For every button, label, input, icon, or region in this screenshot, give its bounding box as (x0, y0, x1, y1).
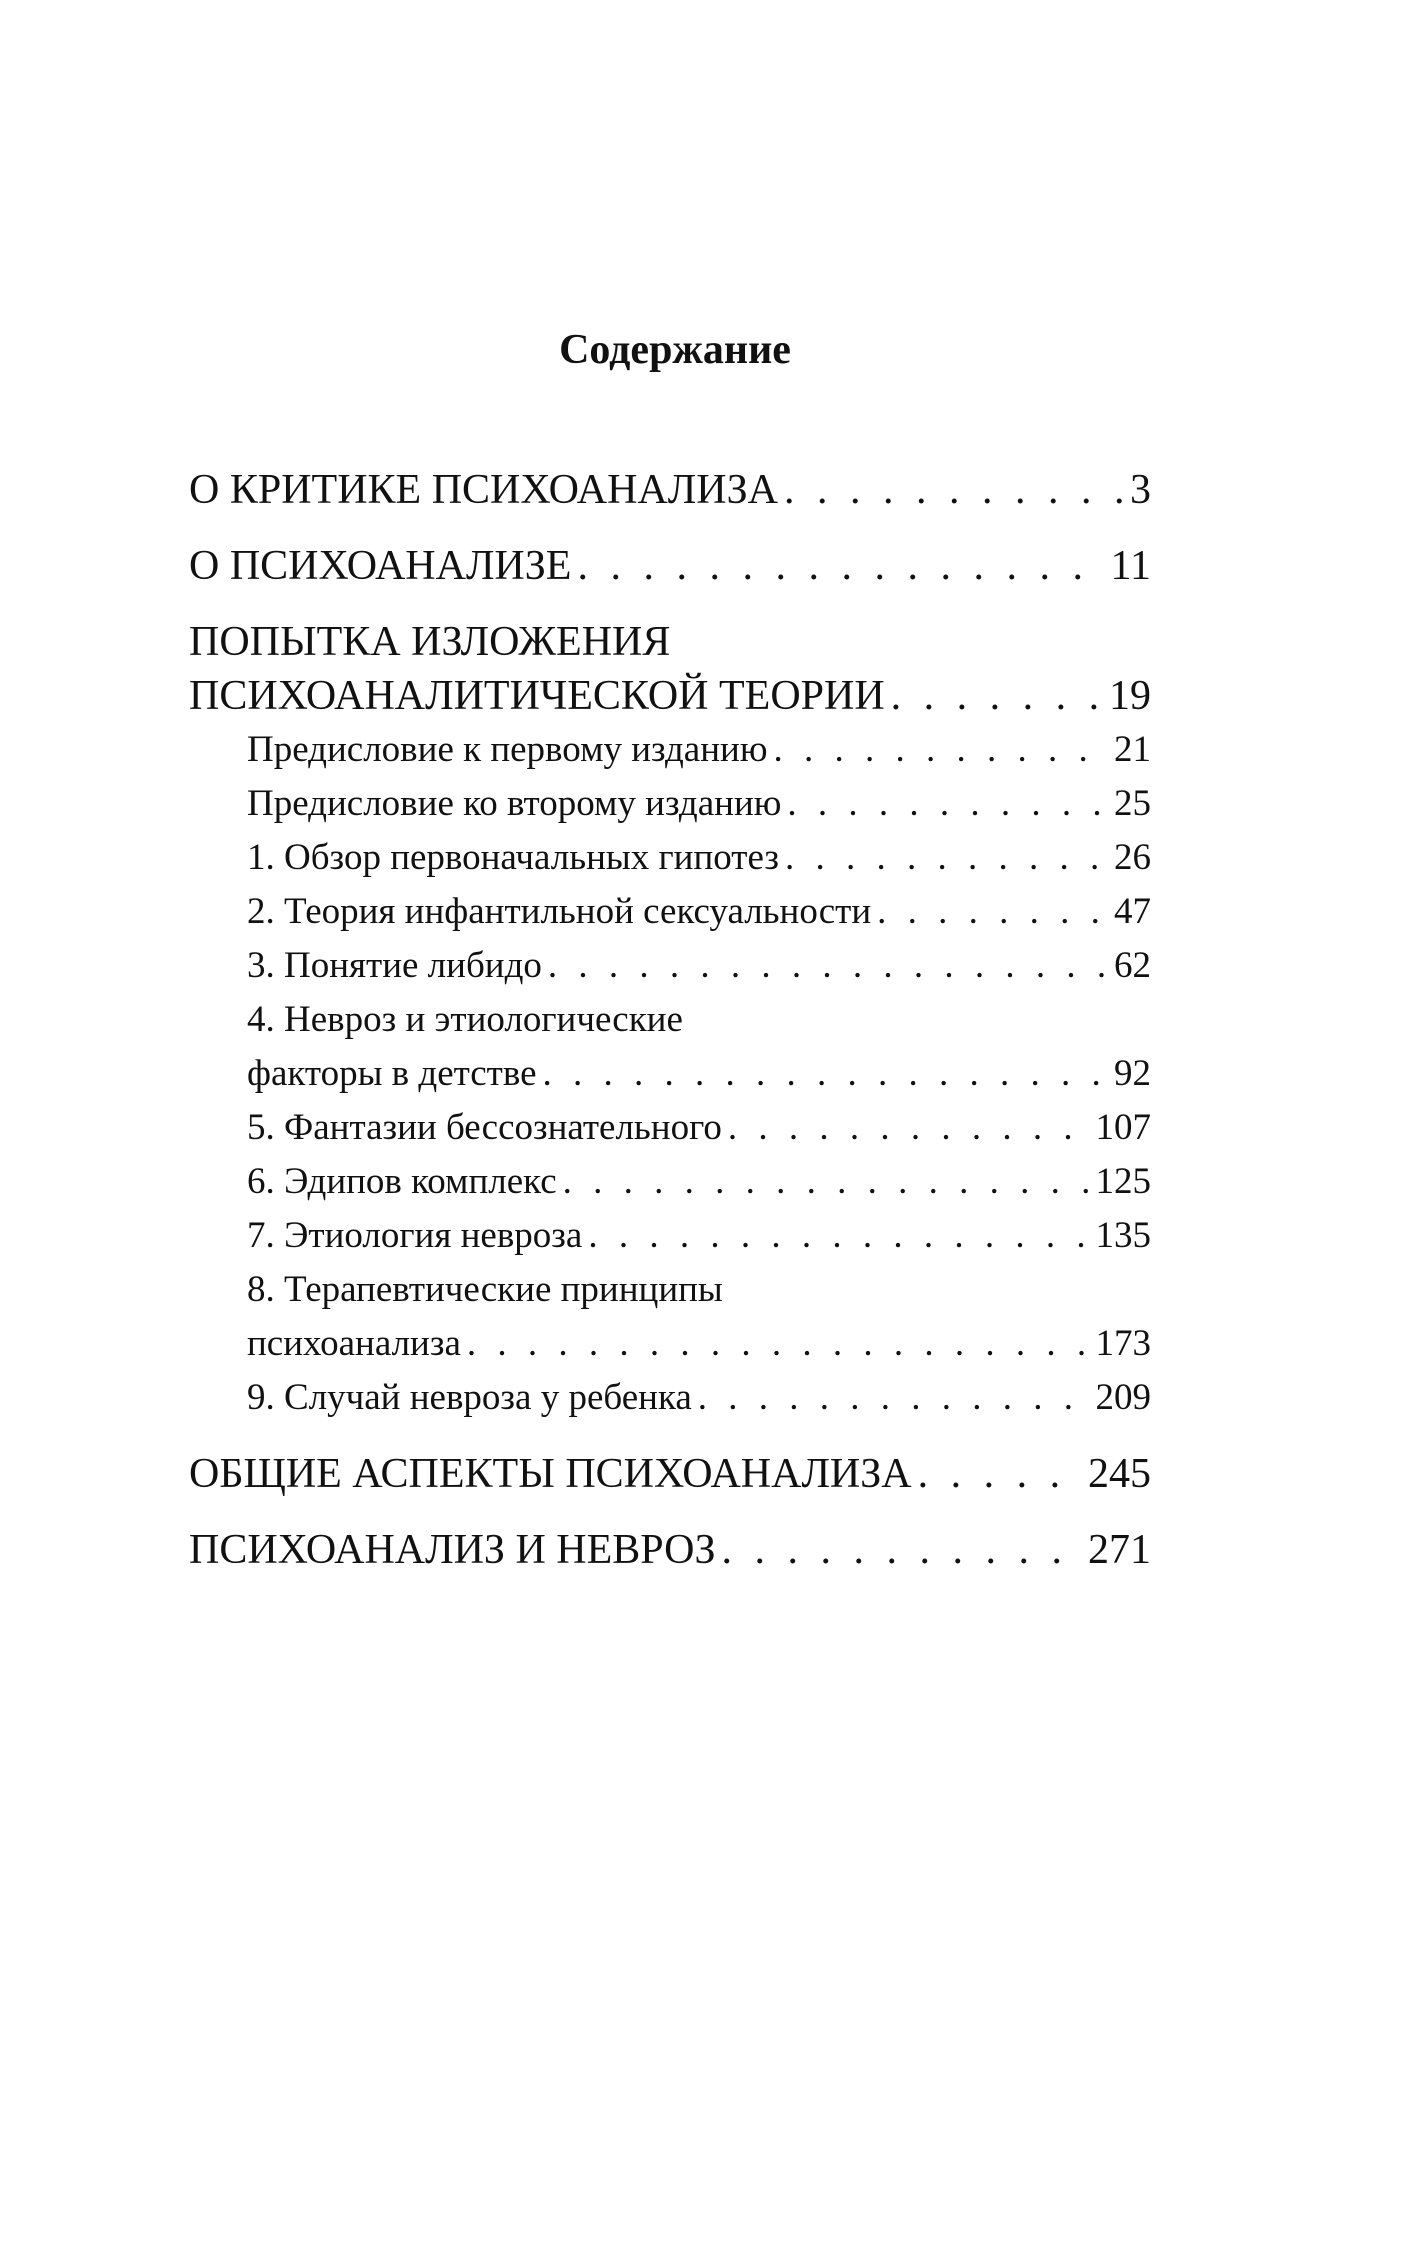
toc-entry[interactable] (189, 463, 1151, 517)
toc-entry-page: 19 (1109, 673, 1151, 719)
table-of-contents (189, 463, 1151, 1577)
toc-entry-page: 209 (1095, 1377, 1151, 1418)
toc-entry[interactable] (189, 1523, 1151, 1577)
toc-entry-label: Предисловие к первому изданию (247, 729, 768, 770)
toc-subentry[interactable] (189, 939, 1151, 993)
dot-leader (467, 1317, 1088, 1371)
dot-leader (918, 1447, 1080, 1501)
toc-entry[interactable] (189, 1447, 1151, 1501)
toc-entry-page: 11 (1110, 543, 1151, 589)
toc-entry-label-first-line[interactable] (189, 615, 1151, 669)
dot-leader (548, 939, 1106, 993)
dot-leader (722, 1523, 1080, 1577)
toc-subentry[interactable] (189, 723, 1151, 777)
toc-entry-label: факторы в детстве (247, 1053, 537, 1094)
toc-entry-page: 25 (1114, 783, 1151, 824)
dot-leader (728, 1101, 1088, 1155)
toc-subentry[interactable] (189, 885, 1151, 939)
toc-entry-label: 1. Обзор первоначальных гипотез (247, 837, 779, 878)
dot-leader (891, 669, 1101, 723)
toc-subentry-label-first-line[interactable] (189, 993, 1151, 1047)
toc-entry-label: ПСИХОАНАЛИЗ И НЕВРОЗ (189, 1527, 716, 1573)
toc-entry-label: Предисловие ко второму изданию (247, 783, 782, 824)
toc-subentry[interactable] (189, 1101, 1151, 1155)
toc-entry-page: 26 (1114, 837, 1151, 878)
dot-leader (787, 777, 1106, 831)
toc-entry[interactable] (189, 539, 1151, 593)
toc-entry-label: 3. Понятие либидо (247, 945, 542, 986)
toc-entry-label: 7. Этиология невроза (247, 1215, 583, 1256)
toc-entry[interactable] (189, 669, 1151, 723)
toc-entry-label: ПСИХОАНАЛИТИЧЕСКОЙ ТЕОРИИ (189, 673, 885, 719)
toc-subentry[interactable] (189, 831, 1151, 885)
dot-leader (588, 1209, 1087, 1263)
toc-entry-page: 62 (1114, 945, 1151, 986)
toc-entry-label: 6. Эдипов комплекс (247, 1161, 557, 1202)
toc-entry-label: ОБЩИЕ АСПЕКТЫ ПСИХОАНАЛИЗА (189, 1451, 912, 1497)
toc-entry-label: 8. Терапевтические принципы (247, 1269, 723, 1310)
toc-entry-label: психоанализа (247, 1323, 461, 1364)
dot-leader (698, 1371, 1088, 1425)
toc-subentry[interactable] (189, 1047, 1151, 1101)
toc-entry-label: 2. Теория инфантильной сексуальности (247, 891, 872, 932)
toc-entry-page: 245 (1088, 1451, 1151, 1497)
toc-subentry-label-first-line[interactable] (189, 1263, 1151, 1317)
toc-entry-label: 9. Случай невроза у ребенка (247, 1377, 692, 1418)
toc-entry-page: 21 (1114, 729, 1151, 770)
toc-subentry[interactable] (189, 1155, 1151, 1209)
dot-leader (577, 539, 1102, 593)
dot-leader (877, 885, 1106, 939)
toc-entry-page: 107 (1095, 1107, 1151, 1148)
page-title: Содержание (559, 327, 791, 373)
toc-entry-page: 92 (1114, 1053, 1151, 1094)
dot-leader (773, 723, 1106, 777)
toc-entry-page: 125 (1095, 1161, 1151, 1202)
toc-entry-page: 3 (1130, 467, 1151, 513)
toc-entry-page: 135 (1095, 1215, 1151, 1256)
dot-leader (785, 831, 1106, 885)
toc-entry-label: 5. Фантазии бессознательного (247, 1107, 722, 1148)
toc-entry-page: 271 (1088, 1527, 1151, 1573)
toc-entry-label: О ПСИХОАНАЛИЗЕ (189, 543, 572, 589)
toc-subentry[interactable] (189, 1317, 1151, 1371)
toc-entry-label: ПОПЫТКА ИЗЛОЖЕНИЯ (189, 619, 671, 665)
dot-leader (563, 1155, 1088, 1209)
toc-entry-label: 4. Невроз и этиологические (247, 999, 683, 1040)
toc-subentry[interactable] (189, 1209, 1151, 1263)
toc-entry-page: 47 (1114, 891, 1151, 932)
toc-entry-label: О КРИТИКЕ ПСИХОАНАЛИЗА (189, 467, 778, 513)
dot-leader (784, 463, 1122, 517)
toc-entry-page: 173 (1095, 1323, 1151, 1364)
dot-leader (543, 1047, 1106, 1101)
toc-subentry[interactable] (189, 1371, 1151, 1425)
toc-subentry[interactable] (189, 777, 1151, 831)
